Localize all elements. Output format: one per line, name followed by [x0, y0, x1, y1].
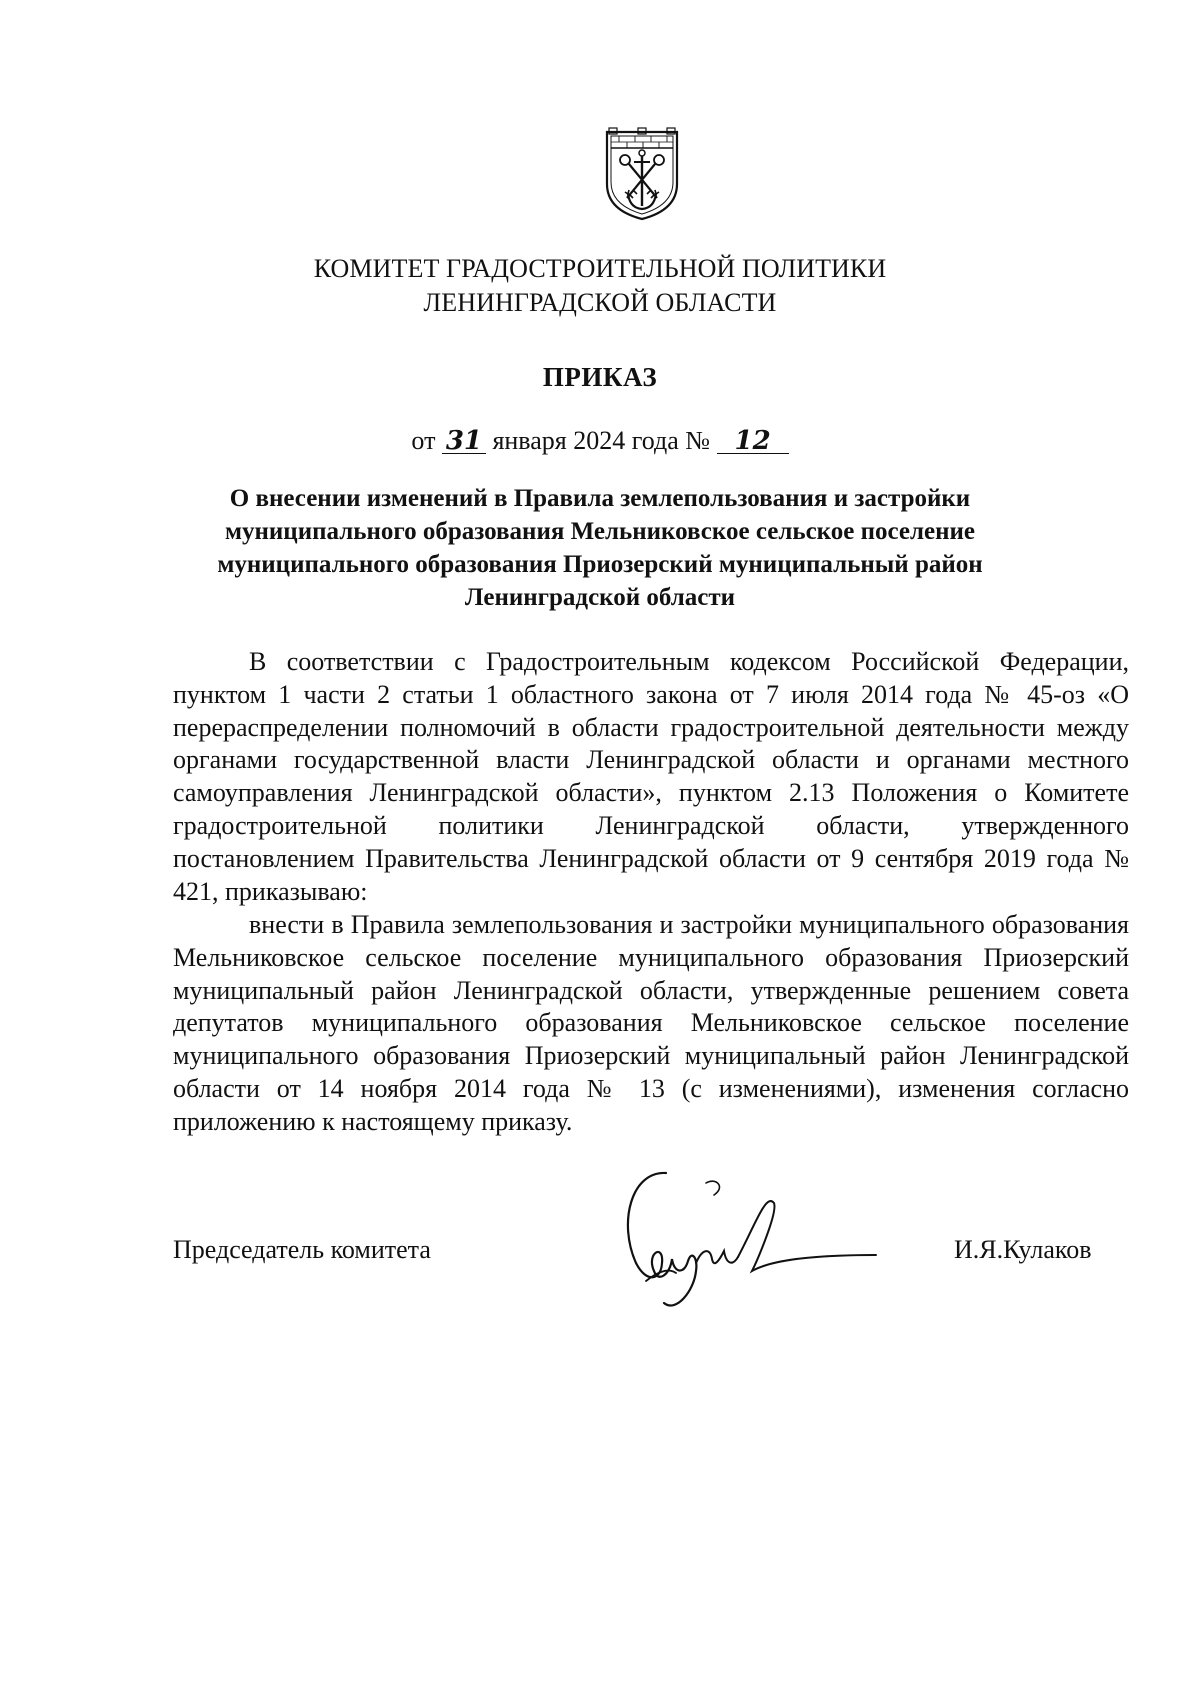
handwritten-signature: [606, 1163, 896, 1313]
document-title-line: муниципального образования Приозерский муниципальный район: [217, 551, 983, 578]
coat-of-arms-icon: [603, 126, 681, 222]
document-title-line: Ленинградской области: [464, 584, 736, 611]
body-paragraph-basis: В соответствии с Градостроительным кодексом Российской Федерации, пунктом 1 части 2 статьи 1 областного закона от 7 июля 2014 года № 45-оз «О перераспределении полномочий в области градостроительной деятельности между органами государственной власти Ленинградской области и органами местного самоуправления Ленинградской области», пунктом 2.13 Положения о Комитете градостроительной политики Ленинградской области, утвержденного постановлением Правительства Ленинградской области от 9 сентября 2019 года № 421, приказываю:: [173, 647, 1129, 906]
date-month-year: января 2024 года №: [492, 426, 711, 455]
organization-name-line1: КОМИТЕТ ГРАДОСТРОИТЕЛЬНОЙ ПОЛИТИКИ: [313, 254, 887, 283]
date-prefix: от: [411, 426, 436, 455]
organization-name-line2: ЛЕНИНГРАДСКОЙ ОБЛАСТИ: [423, 288, 777, 317]
handwritten-day: 31: [442, 424, 486, 458]
signatory-position: Председатель комитета: [173, 1235, 431, 1264]
document-title: [180, 482, 1020, 614]
document-title-line: О внесении изменений в Правила землепользования и застройки: [229, 485, 971, 512]
body-paragraph-order: внести в Правила землепользования и застройки муниципального образования Мельниковское сельское поселение муниципального образования Приозерский муниципальный район Ленинградской области, утвержденные решением совета депутатов муниципального образования Мельниковское сельское поселение муниципального образования Приозерский муниципальный район Ленинградской области от 14 ноября 2014 года № 13 (с изменениями), изменения согласно приложению к настоящему приказу.: [173, 910, 1129, 1136]
document-date-line: [0, 424, 1200, 458]
document-title-line: муниципального образования Мельниковское сельское поселение: [224, 518, 976, 545]
document-type: ПРИКАЗ: [542, 362, 658, 392]
signatory-name: И.Я.Кулаков: [954, 1235, 1092, 1264]
handwritten-document-number: 12: [717, 424, 789, 458]
